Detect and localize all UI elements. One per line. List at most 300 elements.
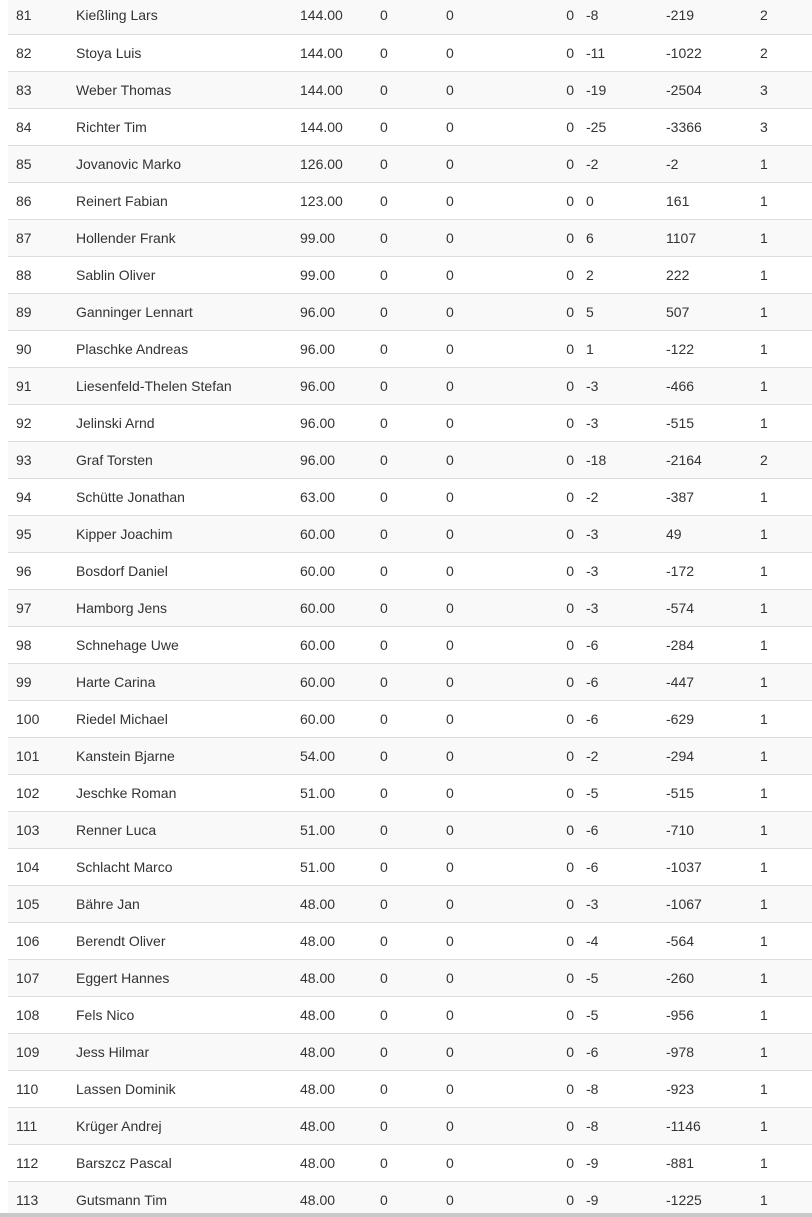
player-name-cell: Bosdorf Daniel (76, 552, 300, 589)
stat-a-cell: 0 (380, 589, 446, 626)
rank-cell: 109 (8, 1033, 76, 1070)
stat-c-cell: 0 (522, 996, 586, 1033)
rank-cell: 98 (8, 626, 76, 663)
ranking-table-container (8, 0, 812, 1217)
rank-cell: 102 (8, 774, 76, 811)
player-name-cell: Berendt Oliver (76, 922, 300, 959)
stat-b-cell: 0 (446, 293, 522, 330)
stat-d-cell: -5 (586, 996, 666, 1033)
points-cell: 60.00 (300, 552, 380, 589)
points-cell: 63.00 (300, 478, 380, 515)
stat-c-cell: 0 (522, 959, 586, 996)
stat-c-cell: 0 (522, 404, 586, 441)
table-row (8, 515, 812, 552)
stat-f-cell: 1 (760, 478, 812, 515)
rank-cell: 92 (8, 404, 76, 441)
table-row (8, 330, 812, 367)
points-cell: 96.00 (300, 441, 380, 478)
stat-c-cell: 0 (522, 256, 586, 293)
stat-f-cell: 1 (760, 330, 812, 367)
ranking-table-body (8, 0, 812, 1217)
stat-d-cell: 6 (586, 219, 666, 256)
stat-c-cell: 0 (522, 145, 586, 182)
rank-cell: 108 (8, 996, 76, 1033)
rank-cell: 99 (8, 663, 76, 700)
stat-a-cell: 0 (380, 256, 446, 293)
stat-c-cell: 0 (522, 1070, 586, 1107)
table-row (8, 737, 812, 774)
stat-f-cell: 1 (760, 256, 812, 293)
stat-e-cell: -923 (666, 1070, 760, 1107)
stat-b-cell: 0 (446, 219, 522, 256)
stat-e-cell: -1022 (666, 34, 760, 71)
stat-c-cell: 0 (522, 737, 586, 774)
stat-e-cell: -564 (666, 922, 760, 959)
stat-b-cell: 0 (446, 626, 522, 663)
stat-e-cell: -3366 (666, 108, 760, 145)
points-cell: 99.00 (300, 219, 380, 256)
stat-b-cell: 0 (446, 330, 522, 367)
stat-f-cell: 1 (760, 885, 812, 922)
points-cell: 60.00 (300, 663, 380, 700)
stat-c-cell: 0 (522, 774, 586, 811)
stat-e-cell: -447 (666, 663, 760, 700)
player-name-cell: Stoya Luis (76, 34, 300, 71)
stat-b-cell: 0 (446, 7, 454, 24)
stat-f-cell: 1 (760, 293, 812, 330)
player-name-cell: Schnehage Uwe (76, 626, 300, 663)
stat-f-cell: 1 (760, 589, 812, 626)
stat-e-cell: -710 (666, 811, 760, 848)
player-name-cell: Schütte Jonathan (76, 478, 300, 515)
stat-a-cell: 0 (380, 848, 446, 885)
stat-b-cell: 0 (446, 404, 522, 441)
stat-a-cell: 0 (380, 515, 446, 552)
player-name-cell: Ganninger Lennart (76, 293, 300, 330)
stat-d-cell: -4 (586, 922, 666, 959)
rank-cell: 111 (8, 1107, 76, 1144)
stat-e-cell: -2504 (666, 71, 760, 108)
rank-cell: 100 (8, 700, 76, 737)
stat-a-cell: 0 (380, 1144, 446, 1181)
rank-cell: 110 (8, 1070, 76, 1107)
stat-b-cell: 0 (446, 34, 522, 71)
points-cell: 96.00 (300, 330, 380, 367)
stat-f-cell: 1 (760, 367, 812, 404)
rank-cell: 84 (8, 108, 76, 145)
stat-a-cell: 0 (380, 330, 446, 367)
stat-b-cell: 0 (446, 700, 522, 737)
player-name-cell: Kießling Lars (76, 7, 158, 24)
stat-d-cell: -6 (586, 848, 666, 885)
stat-a-cell: 0 (380, 552, 446, 589)
player-name-cell: Jelinski Arnd (76, 404, 300, 441)
table-row (8, 626, 812, 663)
stat-a-cell: 0 (380, 1070, 446, 1107)
stat-b-cell: 0 (446, 1144, 522, 1181)
stat-a-cell: 0 (380, 1107, 446, 1144)
stat-a-cell: 0 (380, 959, 446, 996)
stat-e-cell: -466 (666, 367, 760, 404)
stat-f-cell: 1 (760, 922, 812, 959)
stat-e-cell: -2164 (666, 441, 760, 478)
table-row (8, 1033, 812, 1070)
stat-c-cell: 0 (522, 626, 586, 663)
rank-cell: 94 (8, 478, 76, 515)
stat-a-cell: 0 (380, 219, 446, 256)
stat-f-cell: 2 (760, 34, 812, 71)
player-name-cell: Renner Luca (76, 811, 300, 848)
stat-c-cell: 0 (522, 1033, 586, 1070)
stat-e-cell: -1146 (666, 1107, 760, 1144)
rank-cell: 86 (8, 182, 76, 219)
stat-f-cell: 1 (760, 515, 812, 552)
stat-a-cell: 0 (380, 34, 446, 71)
table-row (8, 145, 812, 182)
table-row (8, 774, 812, 811)
rank-cell: 90 (8, 330, 76, 367)
stat-c-cell: 0 (522, 34, 586, 71)
stat-a-cell: 0 (380, 663, 446, 700)
stat-e-cell: -1037 (666, 848, 760, 885)
table-row (8, 71, 812, 108)
stat-e-cell: -2 (666, 145, 760, 182)
stat-f-cell: 1 (760, 959, 812, 996)
table-row (8, 478, 812, 515)
player-name-cell: Schlacht Marco (76, 848, 300, 885)
stat-a-cell: 0 (380, 71, 446, 108)
stat-b-cell: 0 (446, 552, 522, 589)
stat-b-cell: 0 (446, 515, 522, 552)
stat-e-cell: -219 (666, 7, 695, 24)
stat-f-cell: 1 (760, 182, 812, 219)
stat-a-cell: 0 (380, 404, 446, 441)
player-name-cell: Jeschke Roman (76, 774, 300, 811)
player-name-cell: Riedel Michael (76, 700, 300, 737)
stat-a-cell: 0 (380, 626, 446, 663)
stat-e-cell: -574 (666, 589, 760, 626)
stat-c-cell: 0 (522, 330, 586, 367)
stat-e-cell: -978 (666, 1033, 760, 1070)
points-cell: 48.00 (300, 885, 380, 922)
stat-c-cell: 0 (522, 663, 586, 700)
stat-e-cell: 49 (666, 515, 760, 552)
stat-a-cell: 0 (380, 145, 446, 182)
player-name-cell: Barszcz Pascal (76, 1144, 300, 1181)
player-name-cell: Krüger Andrej (76, 1107, 300, 1144)
stat-a-cell: 0 (380, 478, 446, 515)
stat-b-cell: 0 (446, 71, 522, 108)
stat-d-cell: -5 (586, 774, 666, 811)
stat-b-cell: 0 (446, 108, 522, 145)
stat-a-cell: 0 (380, 1033, 446, 1070)
stat-f-cell: 2 (760, 7, 768, 24)
stat-b-cell: 0 (446, 922, 522, 959)
points-cell: 48.00 (300, 922, 380, 959)
table-row (8, 885, 812, 922)
stat-d-cell: -25 (586, 108, 666, 145)
player-name-cell: Lassen Dominik (76, 1070, 300, 1107)
stat-c-cell: 0 (522, 552, 586, 589)
table-row (8, 256, 812, 293)
table-row (8, 922, 812, 959)
stat-c-cell: 0 (522, 515, 586, 552)
stat-f-cell: 1 (760, 1070, 812, 1107)
table-row (8, 996, 812, 1033)
player-name-cell: Bähre Jan (76, 885, 300, 922)
stat-c-cell: 0 (522, 219, 586, 256)
player-name-cell: Reinert Fabian (76, 182, 300, 219)
stat-b-cell: 0 (446, 848, 522, 885)
stat-f-cell: 1 (760, 1144, 812, 1181)
stat-a-cell: 0 (380, 1181, 446, 1217)
table-row (8, 700, 812, 737)
points-cell: 48.00 (300, 959, 380, 996)
rank-cell: 112 (8, 1144, 76, 1181)
stat-c-cell: 0 (522, 885, 586, 922)
stat-b-cell: 0 (446, 1070, 522, 1107)
stat-e-cell: -881 (666, 1144, 760, 1181)
stat-f-cell: 1 (760, 552, 812, 589)
stat-f-cell: 3 (760, 108, 812, 145)
points-cell: 144.00 (300, 7, 343, 24)
table-row (8, 367, 812, 404)
rank-cell: 89 (8, 293, 76, 330)
stat-f-cell: 1 (760, 1033, 812, 1070)
stat-b-cell: 0 (446, 737, 522, 774)
stat-f-cell: 1 (760, 996, 812, 1033)
stat-c-cell: 0 (522, 1181, 586, 1217)
stat-d-cell: -8 (586, 7, 599, 24)
stat-a-cell: 0 (380, 367, 446, 404)
table-row (8, 108, 812, 145)
stat-a-cell: 0 (380, 774, 446, 811)
stat-d-cell: 2 (586, 256, 666, 293)
ranking-table (8, 0, 812, 1217)
stat-d-cell: -6 (586, 1033, 666, 1070)
points-cell: 48.00 (300, 996, 380, 1033)
rank-cell: 97 (8, 589, 76, 626)
stat-e-cell: -629 (666, 700, 760, 737)
table-row (8, 182, 812, 219)
stat-e-cell: 222 (666, 256, 760, 293)
stat-e-cell: -172 (666, 552, 760, 589)
stat-d-cell: -11 (586, 34, 666, 71)
player-name-cell: Kipper Joachim (76, 515, 300, 552)
rank-cell: 83 (8, 71, 76, 108)
player-name-cell: Harte Carina (76, 663, 300, 700)
stat-d-cell: 5 (586, 293, 666, 330)
rank-cell: 113 (8, 1181, 76, 1217)
points-cell: 99.00 (300, 256, 380, 293)
table-row (8, 1181, 812, 1217)
stat-e-cell: -260 (666, 959, 760, 996)
table-row (8, 219, 812, 256)
stat-b-cell: 0 (446, 959, 522, 996)
table-row (8, 663, 812, 700)
stat-e-cell: -294 (666, 737, 760, 774)
points-cell: 60.00 (300, 700, 380, 737)
stat-f-cell: 1 (760, 737, 812, 774)
stat-f-cell: 1 (760, 848, 812, 885)
stat-e-cell: -956 (666, 996, 760, 1033)
player-name-cell: Hollender Frank (76, 219, 300, 256)
stat-e-cell: 161 (666, 182, 760, 219)
stat-c-cell: 0 (566, 7, 574, 24)
player-name-cell: Eggert Hannes (76, 959, 300, 996)
stat-f-cell: 1 (760, 700, 812, 737)
stat-a-cell: 0 (380, 108, 446, 145)
player-name-cell: Weber Thomas (76, 71, 300, 108)
stat-c-cell: 0 (522, 182, 586, 219)
rank-cell: 104 (8, 848, 76, 885)
stat-f-cell: 1 (760, 626, 812, 663)
table-row (8, 0, 812, 34)
rank-cell: 81 (16, 7, 32, 24)
stat-f-cell: 1 (760, 1181, 812, 1217)
player-name-cell: Jovanovic Marko (76, 145, 300, 182)
rank-cell: 106 (8, 922, 76, 959)
points-cell: 96.00 (300, 404, 380, 441)
table-row (8, 404, 812, 441)
stat-b-cell: 0 (446, 885, 522, 922)
stat-c-cell: 0 (522, 700, 586, 737)
stat-c-cell: 0 (522, 1144, 586, 1181)
table-row (8, 848, 812, 885)
stat-e-cell: -387 (666, 478, 760, 515)
stat-f-cell: 1 (760, 145, 812, 182)
points-cell: 48.00 (300, 1107, 380, 1144)
player-name-cell: Sablin Oliver (76, 256, 300, 293)
stat-e-cell: 507 (666, 293, 760, 330)
table-row (8, 293, 812, 330)
stat-d-cell: -8 (586, 1107, 666, 1144)
player-name-cell: Graf Torsten (76, 441, 300, 478)
points-cell: 123.00 (300, 182, 380, 219)
points-cell: 60.00 (300, 515, 380, 552)
stat-b-cell: 0 (446, 441, 522, 478)
stat-d-cell: -6 (586, 700, 666, 737)
stat-c-cell: 0 (522, 811, 586, 848)
stat-b-cell: 0 (446, 1181, 522, 1217)
stat-c-cell: 0 (522, 478, 586, 515)
stat-d-cell: -9 (586, 1181, 666, 1217)
stat-a-cell: 0 (380, 737, 446, 774)
stat-c-cell: 0 (522, 848, 586, 885)
stat-d-cell: -2 (586, 145, 666, 182)
player-name-cell: Richter Tim (76, 108, 300, 145)
player-name-cell: Hamborg Jens (76, 589, 300, 626)
table-row (8, 589, 812, 626)
points-cell: 126.00 (300, 145, 380, 182)
stat-a-cell: 0 (380, 811, 446, 848)
stat-d-cell: -5 (586, 959, 666, 996)
stat-a-cell: 0 (380, 885, 446, 922)
points-cell: 51.00 (300, 811, 380, 848)
stat-f-cell: 3 (760, 71, 812, 108)
table-row (8, 441, 812, 478)
points-cell: 54.00 (300, 737, 380, 774)
table-row (8, 552, 812, 589)
rank-cell: 87 (8, 219, 76, 256)
points-cell: 48.00 (300, 1144, 380, 1181)
rank-cell: 95 (8, 515, 76, 552)
stat-a-cell: 0 (380, 182, 446, 219)
points-cell: 48.00 (300, 1070, 380, 1107)
stat-a-cell: 0 (380, 922, 446, 959)
stat-b-cell: 0 (446, 589, 522, 626)
stat-c-cell: 0 (522, 293, 586, 330)
stat-c-cell: 0 (522, 367, 586, 404)
player-name-cell: Gutsmann Tim (76, 1181, 300, 1217)
stat-e-cell: 1107 (666, 219, 760, 256)
rank-cell: 91 (8, 367, 76, 404)
rank-cell: 96 (8, 552, 76, 589)
points-cell: 60.00 (300, 626, 380, 663)
table-row (8, 959, 812, 996)
stat-b-cell: 0 (446, 996, 522, 1033)
stat-f-cell: 1 (760, 404, 812, 441)
stat-a-cell: 0 (380, 7, 388, 24)
points-cell: 96.00 (300, 293, 380, 330)
stat-e-cell: -515 (666, 774, 760, 811)
player-name-cell: Plaschke Andreas (76, 330, 300, 367)
player-name-cell: Jess Hilmar (76, 1033, 300, 1070)
stat-f-cell: 1 (760, 811, 812, 848)
rank-cell: 101 (8, 737, 76, 774)
stat-b-cell: 0 (446, 774, 522, 811)
stat-f-cell: 2 (760, 441, 812, 478)
stat-b-cell: 0 (446, 1107, 522, 1144)
points-cell: 51.00 (300, 848, 380, 885)
points-cell: 48.00 (300, 1181, 380, 1217)
stat-d-cell: -2 (586, 478, 666, 515)
table-row (8, 1070, 812, 1107)
stat-b-cell: 0 (446, 145, 522, 182)
points-cell: 96.00 (300, 367, 380, 404)
player-name-cell: Liesenfeld-Thelen Stefan (76, 367, 300, 404)
rank-cell: 93 (8, 441, 76, 478)
stat-f-cell: 1 (760, 219, 812, 256)
stat-d-cell: -6 (586, 663, 666, 700)
stat-b-cell: 0 (446, 478, 522, 515)
player-name-cell: Kanstein Bjarne (76, 737, 300, 774)
stat-d-cell: 0 (586, 182, 666, 219)
stat-b-cell: 0 (446, 663, 522, 700)
stat-d-cell: -2 (586, 737, 666, 774)
stat-c-cell: 0 (522, 1107, 586, 1144)
stat-c-cell: 0 (522, 71, 586, 108)
stat-c-cell: 0 (522, 108, 586, 145)
stat-b-cell: 0 (446, 367, 522, 404)
stat-b-cell: 0 (446, 182, 522, 219)
stat-c-cell: 0 (522, 922, 586, 959)
stat-d-cell: -19 (586, 71, 666, 108)
stat-d-cell: -8 (586, 1070, 666, 1107)
stat-f-cell: 1 (760, 774, 812, 811)
stat-e-cell: -1067 (666, 885, 760, 922)
stat-f-cell: 1 (760, 1107, 812, 1144)
horizontal-scrollbar[interactable] (0, 1213, 812, 1217)
stat-d-cell: 1 (586, 330, 666, 367)
rank-cell: 103 (8, 811, 76, 848)
points-cell: 48.00 (300, 1033, 380, 1070)
rank-cell: 105 (8, 885, 76, 922)
table-row (8, 1144, 812, 1181)
stat-d-cell: -3 (586, 404, 666, 441)
points-cell: 60.00 (300, 589, 380, 626)
rank-cell: 85 (8, 145, 76, 182)
